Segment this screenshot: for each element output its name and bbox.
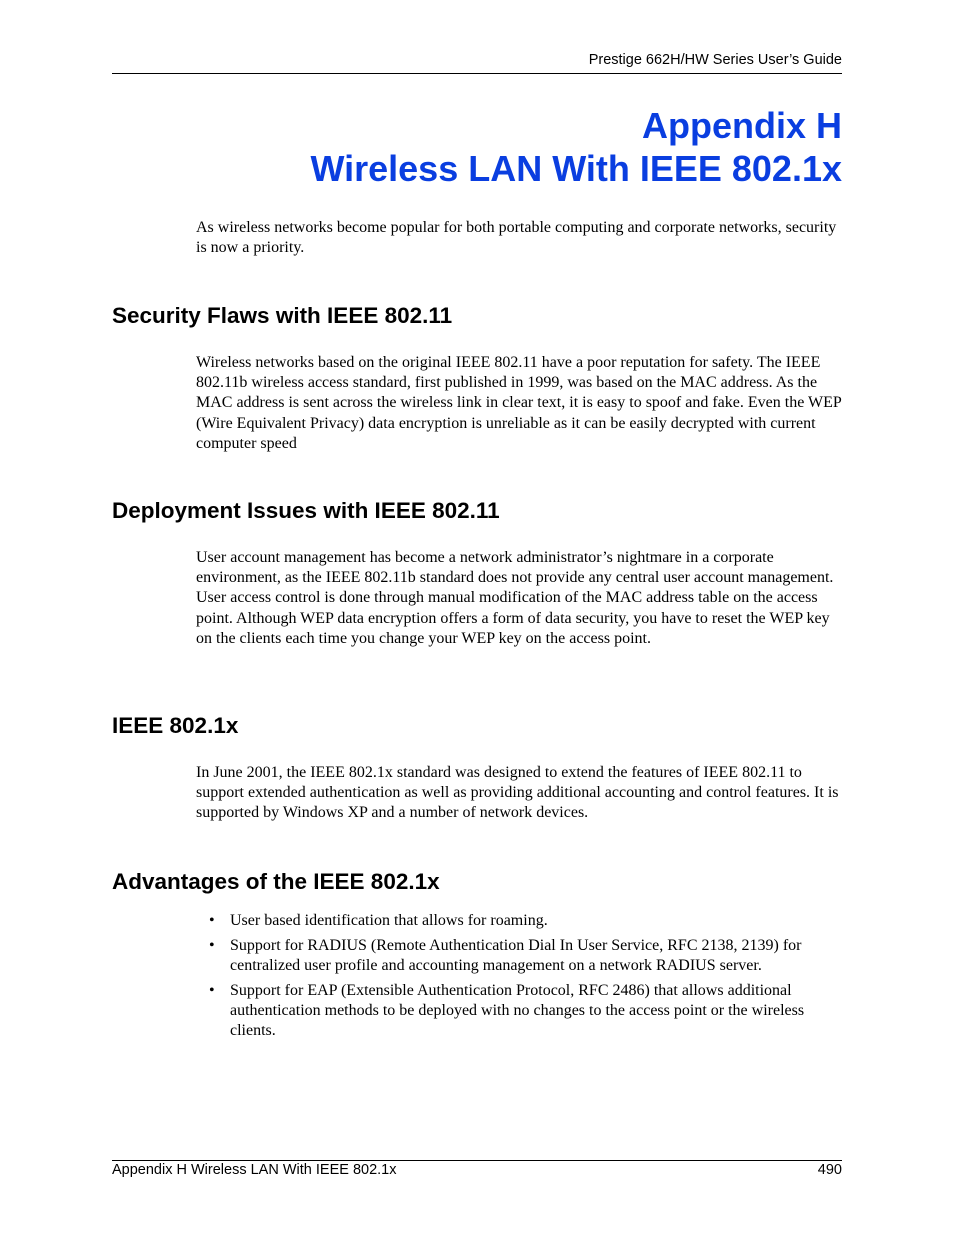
list-item-text: Support for RADIUS (Remote Authentication Dial In User Service, RFC 2138, 2139) for centralized user profile and accounting management on a network RADIUS server.	[230, 936, 802, 974]
appendix-title-line-1: Appendix H	[641, 105, 842, 146]
footer-chapter-title: Appendix H Wireless LAN With IEEE 802.1x	[112, 1162, 397, 1178]
section-heading-deployment-issues: Deployment Issues with IEEE 802.11	[112, 498, 500, 523]
intro-paragraph: As wireless networks become popular for both portable computing and corporate networks, security is now a priority.	[196, 219, 837, 257]
bullet-icon: •	[209, 981, 215, 999]
list-item-text: User based identification that allows for roaming.	[230, 912, 548, 929]
advantages-list	[196, 911, 846, 1046]
appendix-title-line-2: Wireless LAN With IEEE 802.1x	[310, 148, 842, 189]
section-body-ieee-8021x: In June 2001, the IEEE 802.1x standard was designed to extend the features of IEEE 802.11 to support extended authentication as well as providing additional accounting and control features. It is supported by Windows XP and a number of network devices.	[196, 764, 839, 822]
list-item	[196, 936, 846, 976]
bullet-icon: •	[209, 936, 215, 954]
section-heading-security-flaws: Security Flaws with IEEE 802.11	[112, 303, 453, 328]
list-item	[196, 981, 846, 1042]
section-body-security-flaws: Wireless networks based on the original IEEE 802.11 have a poor reputation for safety. The IEEE 802.11b wireless access standard, first published in 1999, was based on the MAC address. As the MAC address is sent across the wireless link in clear text, it is easy to spoof and fake. Even the WEP (Wire Equivalent Privacy) data encryption is unreliable as it can be easily decrypted with current computer speed	[196, 354, 842, 452]
guide-title: Prestige 662H/HW Series User’s Guide	[588, 52, 842, 68]
appendix-title	[310, 104, 842, 190]
bullet-icon: •	[209, 912, 215, 929]
header-divider	[112, 73, 842, 74]
list-item-text: Support for EAP (Extensible Authentication Protocol, RFC 2486) that allows additional authentication methods to be deployed with no changes to the access point or the wireless clients.	[230, 981, 805, 1040]
section-body-deployment-issues: User account management has become a network administrator’s nightmare in a corporate environment, as the IEEE 802.11b standard does not provide any central user account management. User access control is done through manual modification of the MAC address table on the access point. Although WEP data encryption offers a form of data security, you have to reset the WEP key on the clients each time you change your WEP key on the access point.	[196, 549, 834, 647]
list-item	[196, 911, 846, 931]
section-heading-ieee-8021x: IEEE 802.1x	[112, 713, 239, 738]
section-heading-advantages: Advantages of the IEEE 802.1x	[112, 869, 440, 894]
page-number: 490	[817, 1162, 842, 1178]
